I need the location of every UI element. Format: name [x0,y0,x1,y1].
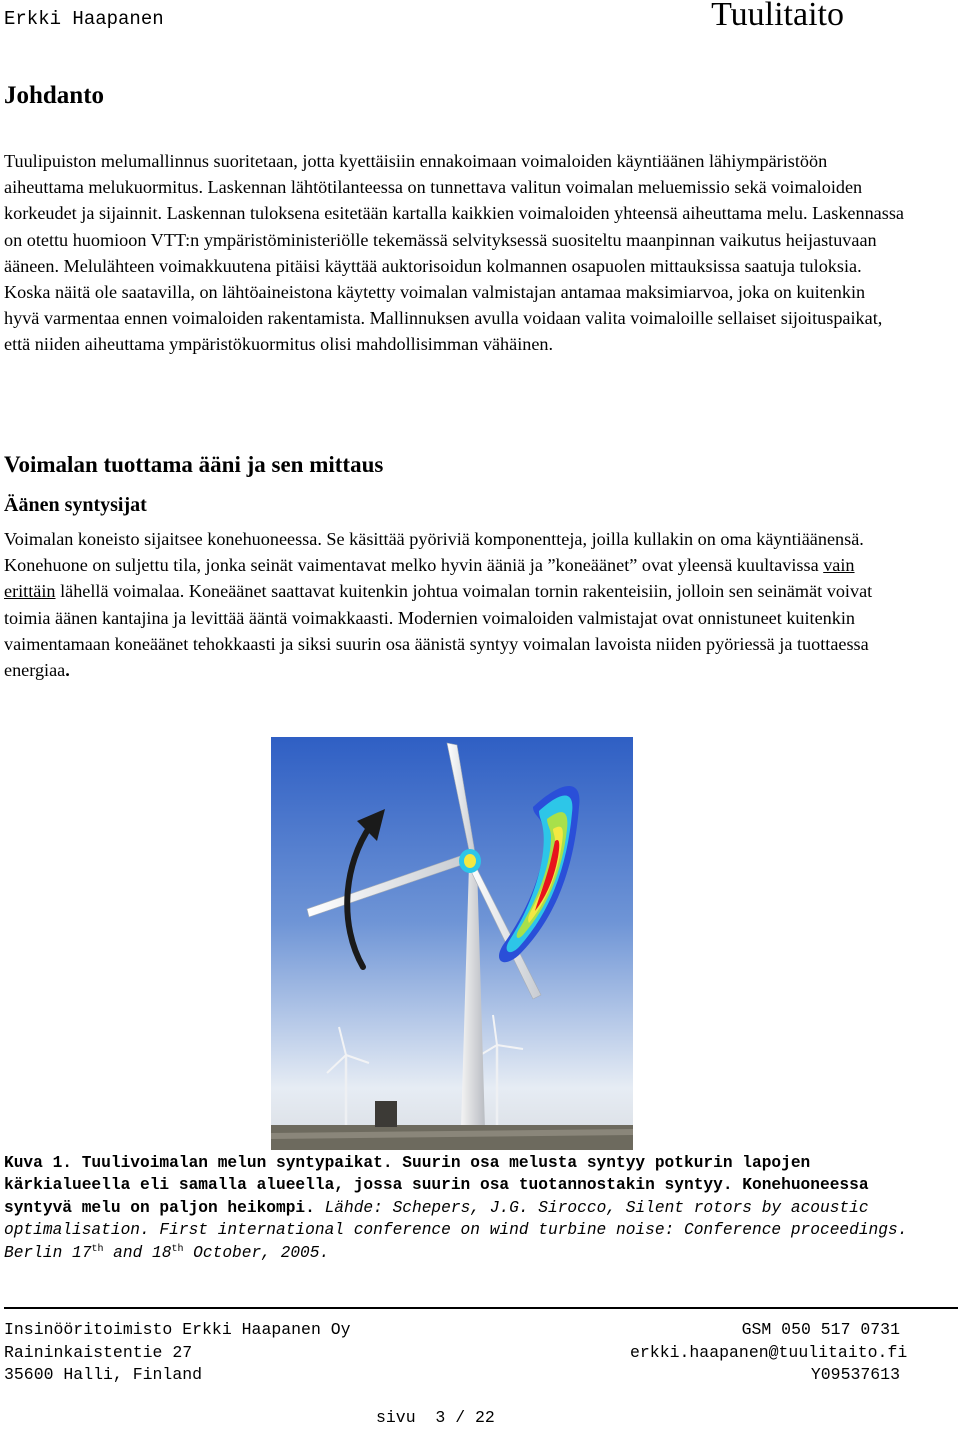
section-heading: Voimalan tuottama ääni ja sen mittaus [4,452,384,477]
footer-rule [4,1307,958,1309]
caption-source-3: October, 2005. [183,1243,330,1262]
footer-business-id: Y09537613 [810,1365,900,1384]
section-paragraph [4,526,904,683]
subsection-heading: Äänen syntysijat [4,494,147,516]
figure-caption [4,1152,924,1264]
nacelle-noise-spot [459,849,481,873]
caption-sup-1: th [91,1243,104,1255]
footer-city: 35600 Halli, Finland [4,1365,203,1384]
wind-turbine-noise-illustration [271,737,633,1150]
footer-email[interactable]: erkki.haapanen@tuulitaito.fi [630,1342,908,1362]
footer-company: Insinööritoimisto Erkki Haapanen Oy [4,1320,351,1339]
caption-bold: Kuva 1. Tuulivoimalan melun syntypaikat. Suurin osa melusta syntyy potkurin lapojen kärkialueella eli samalla alueella, jossa suurin osa tuotannostakin syntyy. Konehuoneessa syntyvä melu on paljon heikompi. [4,1154,869,1217]
section-text-2: lähellä voimalaa. Koneäänet saattavat kuitenkin johtua voimalan tornin rakenteisiin, jolloin sen seinämät voivat toimia äänen kantajina ja levittää ääntä voimakkaasti. Modernien voimaloiden valmistajat ovat onnistuneet kuitenkin vaimentamaan koneäänet tehokkaasti ja siksi suurin osa äänistä syntyy voimalan lavoista niiden pyöriessä ja tuottaessa energiaa [4,581,873,681]
underlined-emphasis: vain erittäin [4,555,855,602]
wind-turbine-figure [271,737,633,1150]
caption-sup-2: th [171,1243,184,1255]
section-text-1: Voimalan koneisto sijaitsee konehuoneessa. Se käsittää pyöriviä komponentteja, joilla kullakin on oma käyntiäänensä. Konehuone on suljettu tila, jonka seinät vaimentavat melko hyvin ääniä ja ”koneäänet” ovat yleensä kuultavissa [4,529,864,576]
equipment-container [375,1101,397,1127]
footer-address [4,1319,351,1387]
header-brand: Tuulitaito [711,0,844,33]
footer-contact [630,1319,908,1387]
caption-source-1: Lähde: Schepers, J.G. Sirocco, Silent rotors by acoustic optimalisation. First international conference on wind turbine noise: Conference proceedings. Berlin 17 [4,1198,908,1262]
header-author: Erkki Haapanen [4,8,164,30]
footer-phone: GSM 050 517 0731 [741,1320,900,1339]
footer-street: Raininkaistentie 27 [4,1342,193,1362]
section-final-period: . [65,660,70,681]
intro-paragraph: Tuulipuiston melumallinnus suoritetaan, jotta kyettäisiin ennakoimaan voimaloiden käyntiäänen lähiympäristöön aiheuttama melukuormitus. Laskennan lähtötilanteessa on tunnettava valitun voimalan meluemissio sekä voimaloiden korkeudet ja sijainnit. Laskennan tuloksena esitetään kartalla kaikkien voimaloiden yhteensä aiheuttama melu. Laskennassa on otettu huomioon VTT:n ympäristöministeriölle tekemässä selvityksessä suositeltu maanpinnan vaikutus heijastuvaan ääneen. Melulähteen voimakkuutena pitäisi käyttää auktorisoidun kolmannen osapuolen mittauksissa saatuja tuloksia. Koska näitä ole saatavilla, on lähtöaineistona käytetty voimalan valmistajan antamaa maksimiarvoa, joka on kuitenkin hyvä varmentaa ennen voimaloiden rakentamista. Mallinnuksen avulla voidaan valita voimaloille sellaiset sijoituspaikat, että niiden aiheuttama ympäristökuormitus olisi mahdollisimman vähäinen. [4,151,904,355]
intro-heading: Johdanto [4,82,105,109]
page-number: sivu 3 / 22 [376,1408,495,1427]
caption-source-2: and 18 [103,1243,172,1262]
